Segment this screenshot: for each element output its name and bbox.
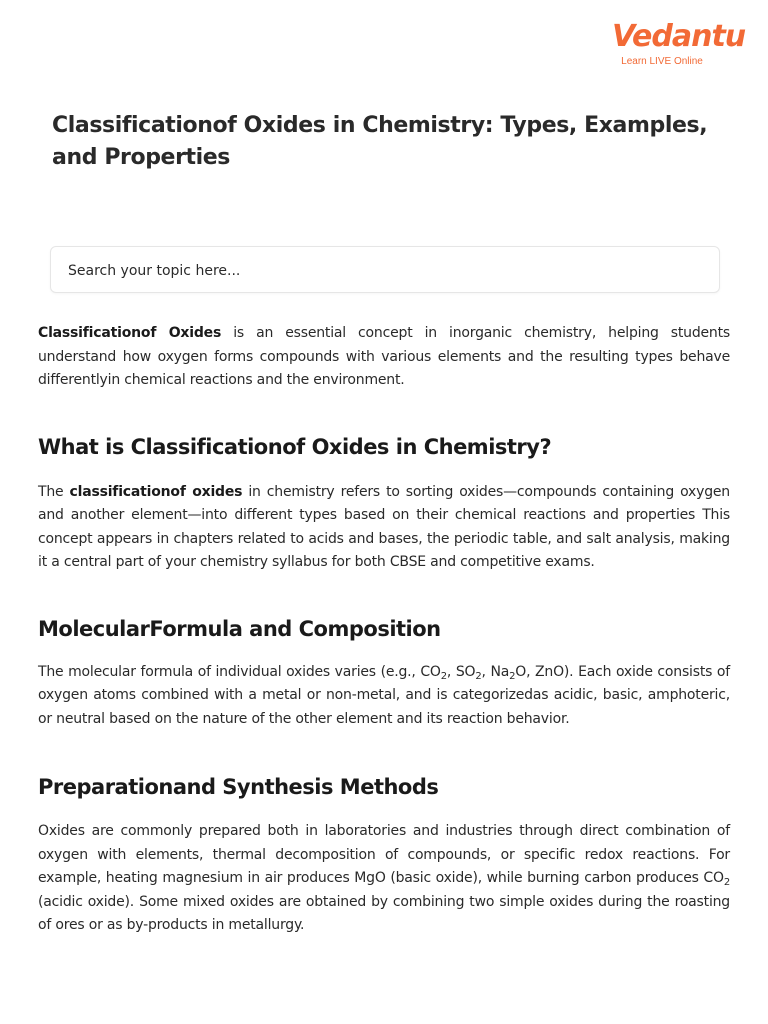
heading-molecular-formula: MolecularFormula and Composition <box>38 616 441 641</box>
subscript: 2 <box>440 670 447 682</box>
what-is-text-post: in chemistry refers to sorting oxides—compounds containing oxygen and another element—into different types based on their chemical reactions and properties This concept appears in chapters related to acids and bases, the periodic table, and salt analysis, making it a central part of your chemistry syllabus for both CBSE and competitive exams. <box>38 483 730 570</box>
intro-paragraph <box>38 322 730 393</box>
subscript: 2 <box>475 670 482 682</box>
search-box[interactable] <box>50 246 720 293</box>
page-title: Classificationof Oxides in Chemistry: Types, Examples, and Properties <box>52 113 708 170</box>
preparation-text-1: Oxides are commonly prepared both in laboratories and industries through direct combination of oxygen with elements, thermal decomposition of compounds, or specific redox reactions. For example, heating magnesium in air produces MgO (basic oxide), while burning carbon produces CO <box>38 823 730 886</box>
subscript: 2 <box>509 670 516 682</box>
vedantu-logo[interactable] <box>612 19 746 67</box>
heading-what-is-classification: What is Classificationof Oxides in Chemistry? <box>38 434 552 459</box>
preparation-paragraph <box>38 820 730 938</box>
molecular-text-1: The molecular formula of individual oxides varies (e.g., CO <box>38 663 441 680</box>
what-is-bold-term: classificationof oxides <box>69 483 243 500</box>
what-is-text-pre: The <box>38 483 70 500</box>
search-input[interactable] <box>66 247 710 294</box>
logo-tagline: Learn LIVE Online <box>621 56 703 67</box>
what-is-paragraph <box>38 481 730 575</box>
intro-text: is an essential concept in inorganic chemistry, helping students understand how oxygen forms compounds with various elements and the resulting types behave differentlyin chemical reactions and the environment. <box>38 325 730 388</box>
heading-preparation: Preparationand Synthesis Methods <box>38 775 439 799</box>
article-body <box>38 322 730 938</box>
molecular-text-4: O, ZnO). Each oxide consists of oxygen atoms combined with a metal or non-metal, and is categorizedas acidic, basic, amphoteric, or neutral based on the nature of the other element and its reaction behavior. <box>38 663 730 727</box>
intro-lead-term: Classificationof Oxides <box>38 325 222 341</box>
molecular-paragraph <box>38 661 730 732</box>
subscript: 2 <box>723 877 730 888</box>
molecular-text-2: , SO <box>446 663 476 680</box>
logo-wordmark: Vedantu <box>612 19 746 54</box>
molecular-text-3: , Na <box>481 663 510 680</box>
preparation-text-2: (acidic oxide). Some mixed oxides are obtained by combining two simple oxides during the roasting of ores or as by-products in metallurgy. <box>38 893 730 933</box>
